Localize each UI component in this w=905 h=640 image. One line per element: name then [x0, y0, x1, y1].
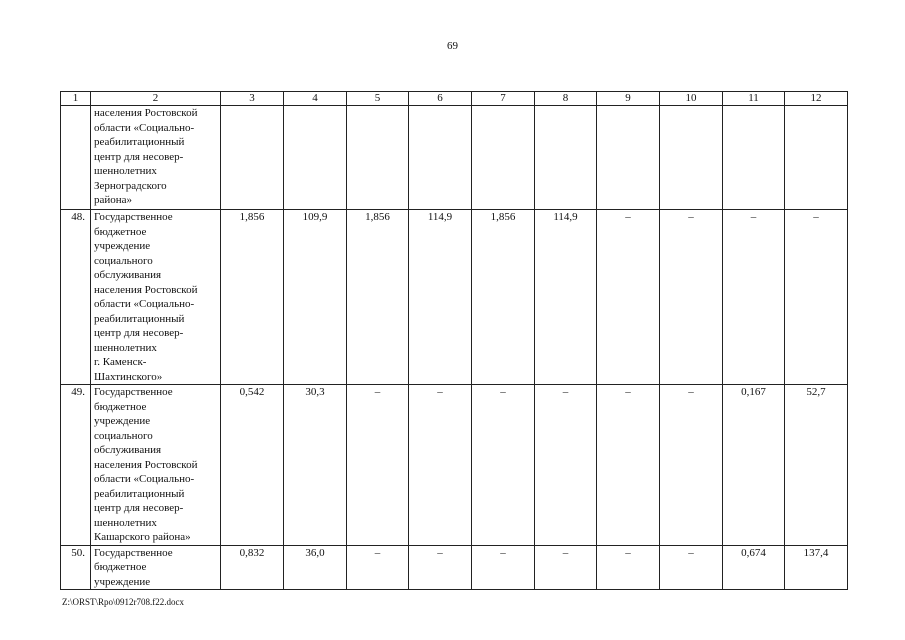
value-cell: –: [347, 385, 409, 546]
value-cell: [472, 106, 535, 210]
column-header: 2: [91, 92, 221, 106]
value-cell: –: [472, 545, 535, 590]
value-cell: 114,9: [535, 210, 597, 385]
value-cell: –: [535, 385, 597, 546]
column-header: 12: [785, 92, 848, 106]
value-cell: 52,7: [785, 385, 848, 546]
value-cell: –: [785, 210, 848, 385]
value-cell: 109,9: [284, 210, 347, 385]
value-cell: 30,3: [284, 385, 347, 546]
column-header: 8: [535, 92, 597, 106]
value-cell: 0,832: [221, 545, 284, 590]
value-cell: 137,4: [785, 545, 848, 590]
value-cell: [409, 106, 472, 210]
institution-name: Государственное бюджетное учреждение социального обслуживания населения Ростовской области «Социально- реабилитационный центр для несовер- шеннолетних Кашарского района»: [91, 385, 221, 546]
column-header: 1: [61, 92, 91, 106]
value-cell: –: [347, 545, 409, 590]
value-cell: 1,856: [472, 210, 535, 385]
value-cell: 36,0: [284, 545, 347, 590]
value-cell: 0,167: [723, 385, 785, 546]
page-number: 69: [447, 40, 458, 52]
file-path-footer: Z:\ORST\Rpo\0912r708.f22.docx: [62, 597, 184, 607]
table-row: [61, 545, 848, 590]
table-row: [61, 106, 848, 210]
value-cell: –: [535, 545, 597, 590]
value-cell: [221, 106, 284, 210]
value-cell: 1,856: [347, 210, 409, 385]
value-cell: [347, 106, 409, 210]
value-cell: –: [597, 545, 660, 590]
row-number: 50.: [61, 545, 91, 590]
column-header: 10: [660, 92, 723, 106]
value-cell: [723, 106, 785, 210]
value-cell: [660, 106, 723, 210]
value-cell: –: [597, 385, 660, 546]
column-header: 4: [284, 92, 347, 106]
value-cell: –: [723, 210, 785, 385]
column-header: 7: [472, 92, 535, 106]
value-cell: –: [597, 210, 660, 385]
institution-name: населения Ростовской области «Социально- реабилитационный центр для несовер- шеннолетних Зерноградского района»: [91, 106, 221, 210]
row-number: [61, 106, 91, 210]
institution-name: Государственное бюджетное учреждение социального обслуживания населения Ростовской области «Социально- реабилитационный центр для несовер- шеннолетних г. Каменск- Шахтинского»: [91, 210, 221, 385]
institution-name: Государственное бюджетное учреждение: [91, 545, 221, 590]
table-row: [61, 210, 848, 385]
value-cell: –: [660, 545, 723, 590]
value-cell: 0,542: [221, 385, 284, 546]
header-row: [61, 92, 848, 106]
value-cell: [535, 106, 597, 210]
table-row: [61, 385, 848, 546]
value-cell: [597, 106, 660, 210]
value-cell: [284, 106, 347, 210]
column-header: 3: [221, 92, 284, 106]
value-cell: –: [409, 385, 472, 546]
value-cell: 114,9: [409, 210, 472, 385]
value-cell: 1,856: [221, 210, 284, 385]
value-cell: 0,674: [723, 545, 785, 590]
row-number: 48.: [61, 210, 91, 385]
data-table: [60, 91, 848, 590]
column-header: 5: [347, 92, 409, 106]
row-number: 49.: [61, 385, 91, 546]
value-cell: [785, 106, 848, 210]
column-header: 11: [723, 92, 785, 106]
column-header: 9: [597, 92, 660, 106]
value-cell: –: [660, 385, 723, 546]
value-cell: –: [472, 385, 535, 546]
column-header: 6: [409, 92, 472, 106]
value-cell: –: [660, 210, 723, 385]
value-cell: –: [409, 545, 472, 590]
